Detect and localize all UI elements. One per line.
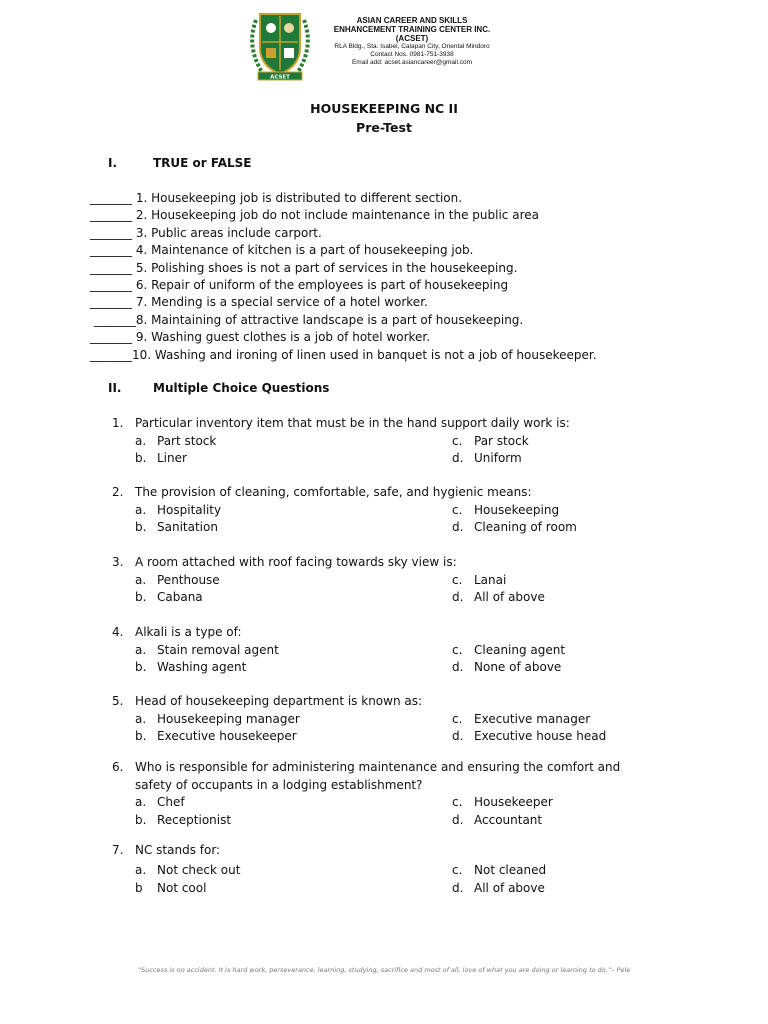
section-heading-true-false — [108, 156, 251, 170]
option-a: a. Chef — [135, 795, 185, 809]
question-text: Alkali is a type of: — [135, 625, 242, 639]
section-label: Multiple Choice Questions — [153, 381, 330, 395]
question-text: Particular inventory item that must be in the hand support daily work is: — [135, 416, 570, 430]
question-number: 3. — [112, 555, 124, 569]
list-item: _______ 5. Polishing shoes is not a part of services in the housekeeping. — [90, 260, 518, 275]
question-number: 7. — [112, 843, 124, 857]
document-title: HOUSEKEEPING NC II — [310, 101, 458, 116]
question-2 — [112, 484, 577, 537]
question-number: 2. — [112, 485, 124, 499]
org-email: Email add: acset.asiancareer@gmail.com — [351, 59, 473, 66]
org-name-line-3: (ACSET) — [395, 34, 429, 43]
question-text: Head of housekeeping department is known as: — [135, 694, 423, 708]
list-item: _______ 9. Washing guest clothes is a job of hotel worker. — [90, 330, 431, 345]
option-b: b. Liner — [135, 451, 187, 465]
option-a: a. Not check out — [135, 863, 241, 877]
option-d: d. Accountant — [452, 812, 543, 827]
option-c: c. Cleaning agent — [452, 642, 566, 657]
option-d: d. None of above — [452, 660, 562, 674]
list-item: _______ 7. Mending is a special service of a hotel worker. — [90, 295, 428, 310]
option-c: c. Lanai — [452, 572, 507, 587]
document-subtitle: Pre-Test — [356, 120, 412, 135]
option-d: d. All of above — [452, 880, 545, 895]
list-item: _______ 2. Housekeeping job do not include maintenance in the public area — [90, 208, 539, 223]
list-item: _______ 4. Maintenance of kitchen is a part of housekeeping job. — [90, 243, 474, 258]
question-4 — [112, 624, 566, 677]
org-contact: Contact Nos. 0981-751-3938 — [370, 51, 454, 58]
question-number: 6. — [112, 760, 124, 774]
question-number: 5. — [112, 694, 124, 708]
option-c: c. Par stock — [452, 433, 529, 448]
question-number: 4. — [112, 625, 124, 639]
question-3 — [112, 554, 545, 607]
question-number: 1. — [112, 416, 124, 430]
org-address: RLA Bldg., Sta. Isabel, Calapan City, Oriental Mindoro — [334, 43, 490, 50]
question-5 — [112, 693, 607, 746]
option-a: a. Stain removal agent — [135, 642, 279, 657]
option-b: b. Cabana — [135, 590, 203, 604]
option-d: d. Cleaning of room — [452, 520, 577, 534]
list-item: _______ 3. Public areas include carport. — [90, 225, 322, 240]
option-b: b. Executive housekeeper — [135, 729, 297, 743]
option-c: c. Not cleaned — [452, 863, 547, 877]
option-a: a. Part stock — [135, 433, 217, 448]
option-d: d. Executive house head — [452, 729, 607, 743]
section-number: I. — [108, 156, 118, 170]
option-c: c. Executive manager — [452, 711, 591, 726]
question-text: The provision of cleaning, comfortable, safe, and hygienic means: — [135, 485, 532, 499]
question-text: Who is responsible for administering maintenance and ensuring the comfort and safety of occupants in a lodging establishment? — [135, 760, 621, 792]
option-a: a. Housekeeping manager — [135, 711, 300, 726]
question-text: A room attached with roof facing towards sky view is: — [135, 555, 457, 569]
org-name-line-1: ASIAN CAREER AND SKILLS — [356, 16, 468, 25]
section-number: II. — [108, 381, 122, 395]
letterhead — [244, 8, 508, 84]
option-c: c. Housekeeper — [452, 795, 553, 809]
logo-ribbon-text: ACSET — [270, 74, 290, 81]
list-item: _______8. Maintaining of attractive landscape is a part of housekeeping. — [90, 312, 524, 327]
option-d: d. All of above — [452, 590, 545, 604]
list-item: _______10. Washing and ironing of linen used in banquet is not a job of housekeeper. — [90, 347, 597, 362]
section-heading-multiple-choice — [108, 381, 329, 395]
list-item: _______ 6. Repair of uniform of the employees is part of housekeeping — [90, 277, 509, 292]
section-label: TRUE or FALSE — [153, 156, 252, 170]
acset-logo — [244, 8, 316, 84]
org-name-line-2: ENHANCEMENT TRAINING CENTER INC. — [333, 25, 491, 34]
question-7 — [112, 842, 547, 897]
organization-info — [316, 8, 508, 84]
question-1 — [112, 415, 570, 468]
option-b: b Not cool — [135, 880, 207, 895]
question-text: NC stands for: — [135, 843, 221, 857]
option-b: b. Receptionist — [135, 812, 232, 827]
option-c: c. Housekeeping — [452, 502, 560, 517]
true-false-list — [90, 190, 597, 364]
option-b: b. Washing agent — [135, 660, 247, 674]
option-b: b. Sanitation — [135, 520, 218, 534]
option-a: a. Hospitality — [135, 502, 222, 517]
footer-quote: “Success is no accident. It is hard work, perseverance, learning, studying, sacrifice and most of all, love of what you are doing or learning to do.”– Pele — [137, 966, 631, 974]
option-d: d. Uniform — [452, 451, 522, 465]
question-6 — [112, 759, 621, 829]
list-item: _______ 1. Housekeeping job is distributed to different section. — [90, 191, 463, 205]
option-a: a. Penthouse — [135, 572, 220, 587]
